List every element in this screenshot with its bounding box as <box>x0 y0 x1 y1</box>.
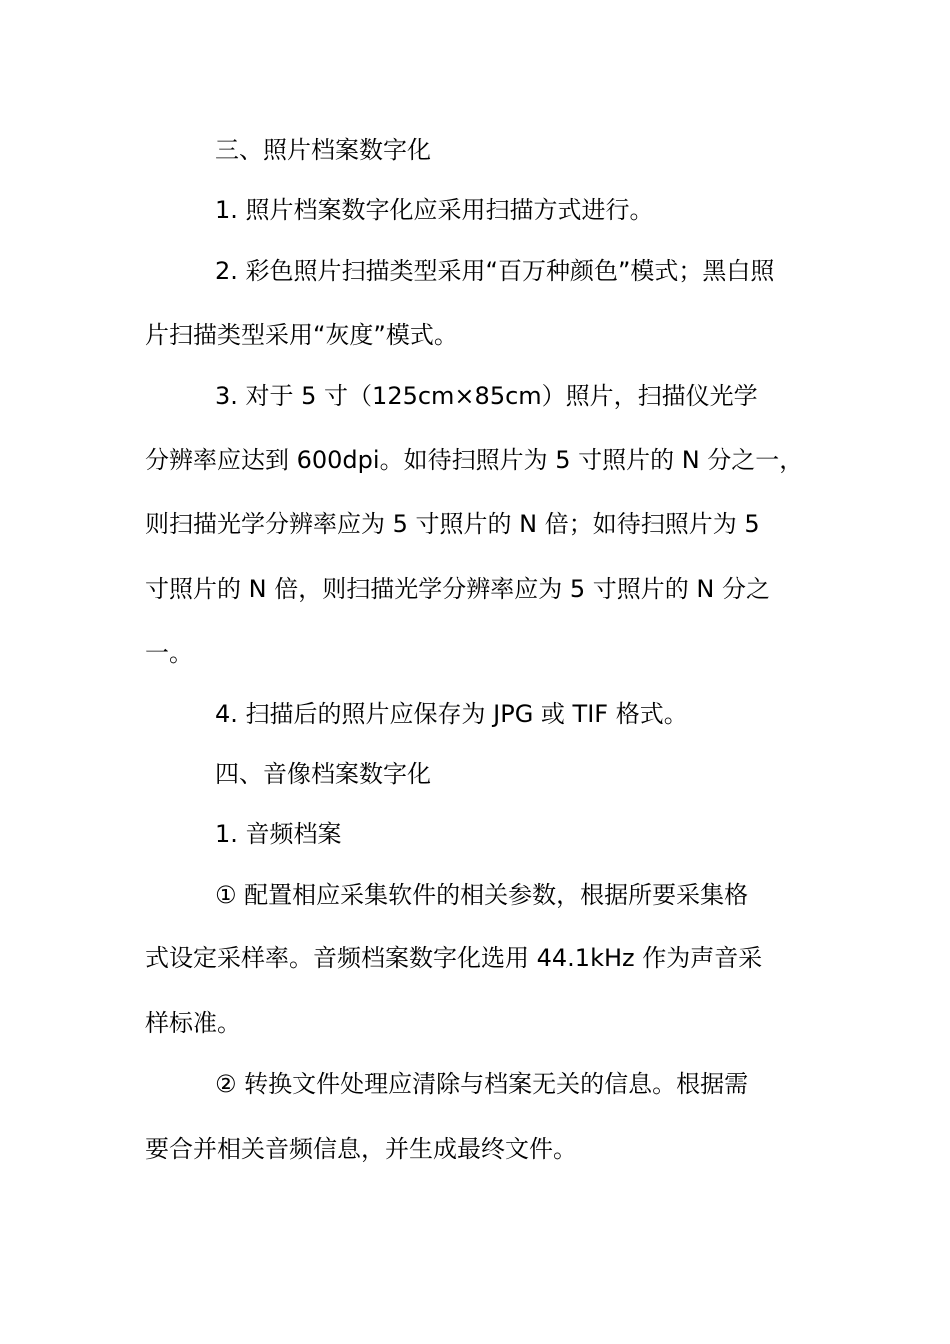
paragraph-line: 要合并相关音频信息，并生成最终文件。 <box>145 1135 577 1163</box>
paragraph-line: 1. 照片档案数字化应采用扫描方式进行。 <box>215 196 654 224</box>
paragraph-line: 一。 <box>145 639 193 667</box>
paragraph-line: ① 配置相应采集软件的相关参数，根据所要采集格 <box>215 881 749 909</box>
paragraph-line: 分辨率应达到 600dpi。如待扫照片为 5 寸照片的 N 分之一， <box>145 446 804 474</box>
paragraph-line: 则扫描光学分辨率应为 5 寸照片的 N 倍；如待扫照片为 5 <box>145 510 760 538</box>
paragraph-line: ② 转换文件处理应清除与档案无关的信息。根据需 <box>215 1070 749 1098</box>
paragraph-line: 寸照片的 N 倍，则扫描光学分辨率应为 5 寸照片的 N 分之 <box>145 575 770 603</box>
section-heading-photo-digitization: 三、照片档案数字化 <box>215 136 431 164</box>
paragraph-line: 2. 彩色照片扫描类型采用“百万种颜色”模式；黑白照 <box>215 257 775 285</box>
paragraph-line: 3. 对于 5 寸（125cm×85cm）照片，扫描仪光学 <box>215 382 758 410</box>
paragraph-line: 样标准。 <box>145 1009 241 1037</box>
paragraph-line: 式设定采样率。音频档案数字化选用 44.1kHz 作为声音采 <box>145 944 763 972</box>
paragraph-line: 4. 扫描后的照片应保存为 JPG 或 TIF 格式。 <box>215 700 688 728</box>
paragraph-line: 片扫描类型采用“灰度”模式。 <box>145 321 458 349</box>
subsection-heading-audio: 1. 音频档案 <box>215 820 342 848</box>
section-heading-av-digitization: 四、音像档案数字化 <box>215 760 431 788</box>
